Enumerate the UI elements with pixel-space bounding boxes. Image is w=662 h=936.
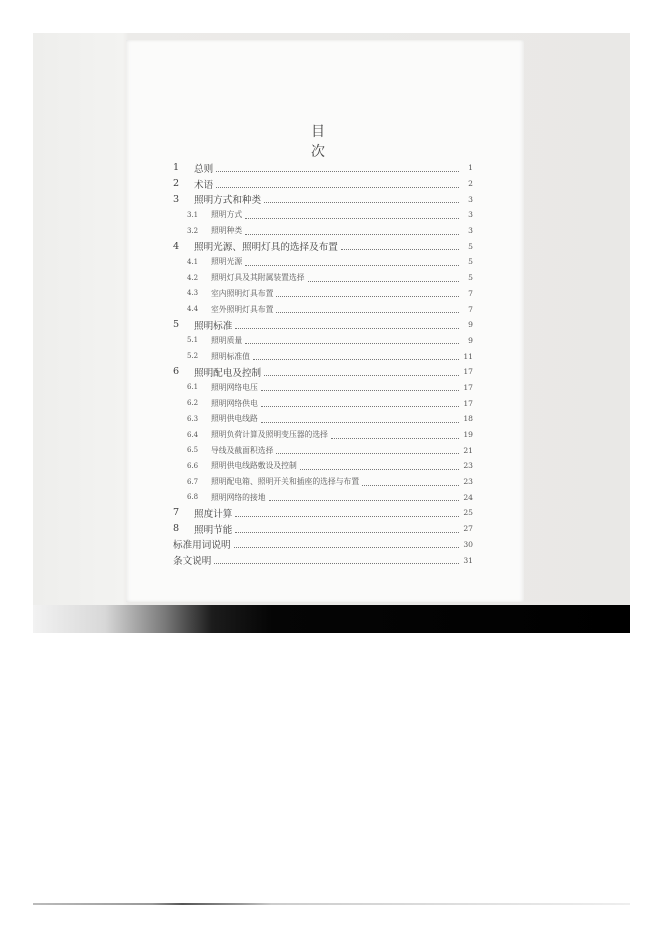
toc-entry-page: 5 <box>468 257 473 267</box>
toc-dot-leader <box>276 295 459 297</box>
toc-dot-leader <box>300 468 459 470</box>
toc-entry-title: 照度计算 <box>194 508 233 520</box>
toc-entry-page: 11 <box>463 351 473 361</box>
toc-entry-title: 照明供电线路敷设及控制 <box>211 461 297 471</box>
toc-entry-number: 6.1 <box>187 383 199 392</box>
toc-entry[interactable] <box>173 395 473 411</box>
toc-entry[interactable] <box>173 364 473 380</box>
toc-entry-number: 6.3 <box>187 414 199 423</box>
toc-entry-title: 照明配电及控制 <box>194 367 262 379</box>
toc-dot-leader <box>235 327 459 329</box>
toc-dot-leader <box>253 358 459 360</box>
toc-entry-number: 4.3 <box>187 289 199 298</box>
toc-entry-title: 照明配电箱、照明开关和插座的选择与布置 <box>211 477 360 487</box>
toc-dot-leader <box>331 437 459 439</box>
toc-entry-title: 照明标准 <box>194 320 233 332</box>
toc-entry-number: 3 <box>173 193 180 205</box>
toc-entry-page: 19 <box>463 430 473 440</box>
toc-entry-number: 3.2 <box>187 226 199 235</box>
toc-entry[interactable] <box>173 427 473 443</box>
toc-entry-number: 5.2 <box>187 352 199 361</box>
toc-dot-leader <box>264 201 459 203</box>
toc-entry-title: 标准用词说明 <box>173 540 231 552</box>
toc-entry-title: 照明节能 <box>194 524 233 536</box>
toc-entry-number: 6.8 <box>187 493 199 502</box>
toc-entry-title: 照明灯具及其附属装置选择 <box>211 273 305 283</box>
toc-dot-leader <box>245 217 459 219</box>
toc-dot-leader <box>276 452 459 454</box>
toc-entry-title: 照明种类 <box>211 226 243 236</box>
toc-entry-number: 5.1 <box>187 336 199 345</box>
toc-entry-number: 6.2 <box>187 399 199 408</box>
toc-entry[interactable] <box>173 238 473 254</box>
toc-dot-leader <box>216 186 459 188</box>
toc-entry[interactable] <box>173 286 473 302</box>
toc-dot-leader <box>245 233 459 235</box>
toc-entry[interactable] <box>173 348 473 364</box>
toc-dot-leader <box>245 342 459 344</box>
toc-entry-number: 3.1 <box>187 210 199 219</box>
toc-dot-leader <box>341 248 459 250</box>
toc-dot-leader <box>261 389 459 391</box>
toc-dot-leader <box>261 421 459 423</box>
toc-dot-leader <box>264 374 459 376</box>
toc-entry-page: 31 <box>463 555 473 565</box>
toc-entry-title: 室内照明灯具布置 <box>211 288 274 298</box>
toc-entry-page: 27 <box>463 524 473 534</box>
toc-entry[interactable] <box>173 223 473 239</box>
toc-entry-title: 照明标准值 <box>211 351 250 361</box>
toc-entry[interactable] <box>173 333 473 349</box>
toc-entry-page: 3 <box>468 210 473 220</box>
toc-entry-page: 17 <box>463 367 473 377</box>
toc-dot-leader <box>214 562 459 564</box>
toc-entry-page: 9 <box>468 335 473 345</box>
toc-entry[interactable] <box>173 301 473 317</box>
toc-entry[interactable] <box>173 254 473 270</box>
toc-entry[interactable] <box>173 552 473 568</box>
toc-entry-page: 24 <box>463 492 473 502</box>
bottom-scan-line <box>33 903 630 905</box>
toc-entry-page: 17 <box>463 382 473 392</box>
toc-entry-number: 1 <box>173 162 180 174</box>
toc-entry-number: 6 <box>173 366 180 378</box>
toc-entry-page: 23 <box>463 477 473 487</box>
toc-entry-title: 照明网络电压 <box>211 382 258 392</box>
toc-entry-title: 照明方式和种类 <box>194 195 262 207</box>
toc-entry-page: 3 <box>468 194 473 204</box>
toc-entry-title: 照明负荷计算及照明变压器的选择 <box>211 430 328 440</box>
toc-entry[interactable] <box>173 458 473 474</box>
scan-shadow-band <box>33 605 630 633</box>
toc-entry-page: 9 <box>468 320 473 330</box>
toc-dot-leader <box>216 170 459 172</box>
toc-dot-leader <box>234 546 459 548</box>
toc-dot-leader <box>276 311 459 313</box>
toc-entry-number: 6.5 <box>187 446 199 455</box>
toc-entry-title: 照明质量 <box>211 335 243 345</box>
toc-entry-page: 25 <box>463 508 473 518</box>
toc-entry[interactable] <box>173 411 473 427</box>
table-of-contents <box>173 160 473 568</box>
toc-dot-leader <box>269 499 459 501</box>
toc-entry-number: 4.2 <box>187 273 199 282</box>
toc-entry-page: 3 <box>468 226 473 236</box>
toc-entry[interactable] <box>173 160 473 176</box>
toc-entry[interactable] <box>173 380 473 396</box>
toc-entry-title: 照明网络的接地 <box>211 492 266 502</box>
toc-entry-title: 总则 <box>194 163 214 175</box>
toc-entry-title: 导线及截面积选择 <box>211 445 274 455</box>
toc-entry-page: 18 <box>463 414 473 424</box>
toc-entry-number: 5 <box>173 319 180 331</box>
toc-title: 目 次 <box>311 124 349 160</box>
toc-entry[interactable] <box>173 489 473 505</box>
toc-entry-page: 2 <box>468 179 473 189</box>
toc-dot-leader <box>308 280 459 282</box>
toc-entry-title: 照明方式 <box>211 210 243 220</box>
toc-entry-page: 5 <box>468 273 473 283</box>
toc-dot-leader <box>362 484 459 486</box>
toc-entry-title: 照明网络供电 <box>211 398 258 408</box>
toc-entry[interactable] <box>173 176 473 192</box>
toc-entry[interactable] <box>173 191 473 207</box>
toc-entry-number: 4.1 <box>187 257 199 266</box>
toc-dot-leader <box>245 264 459 266</box>
toc-entry[interactable] <box>173 270 473 286</box>
toc-entry-title: 条文说明 <box>173 556 212 568</box>
toc-entry-title: 照明光源 <box>211 257 243 267</box>
toc-entry-page: 30 <box>463 539 473 549</box>
toc-entry-title: 照明光源、照明灯具的选择及布置 <box>194 242 338 254</box>
toc-entry-page: 23 <box>463 461 473 471</box>
toc-entry[interactable] <box>173 474 473 490</box>
toc-entry-title: 照明供电线路 <box>211 414 258 424</box>
toc-dot-leader <box>235 531 459 533</box>
toc-entry-page: 1 <box>468 163 473 173</box>
toc-entry-page: 7 <box>468 304 473 314</box>
toc-entry[interactable] <box>173 317 473 333</box>
toc-entry-number: 7 <box>173 507 180 519</box>
toc-entry-title: 室外照明灯具布置 <box>211 304 274 314</box>
toc-entry-number: 6.4 <box>187 430 199 439</box>
toc-entry[interactable] <box>173 442 473 458</box>
toc-entry[interactable] <box>173 537 473 553</box>
toc-entry-page: 17 <box>463 398 473 408</box>
toc-entry-number: 4.4 <box>187 305 199 314</box>
toc-entry-title: 术语 <box>194 179 214 191</box>
toc-entry-page: 21 <box>463 445 473 455</box>
toc-entry-number: 2 <box>173 178 180 190</box>
toc-entry[interactable] <box>173 505 473 521</box>
toc-entry-number: 8 <box>173 523 180 535</box>
toc-entry-number: 4 <box>173 240 180 252</box>
toc-entry[interactable] <box>173 207 473 223</box>
toc-dot-leader <box>235 515 459 517</box>
toc-entry-number: 6.6 <box>187 461 199 470</box>
toc-entry-number: 6.7 <box>187 477 199 486</box>
toc-entry-page: 5 <box>468 241 473 251</box>
toc-entry-page: 7 <box>468 288 473 298</box>
toc-entry[interactable] <box>173 521 473 537</box>
toc-dot-leader <box>261 405 459 407</box>
